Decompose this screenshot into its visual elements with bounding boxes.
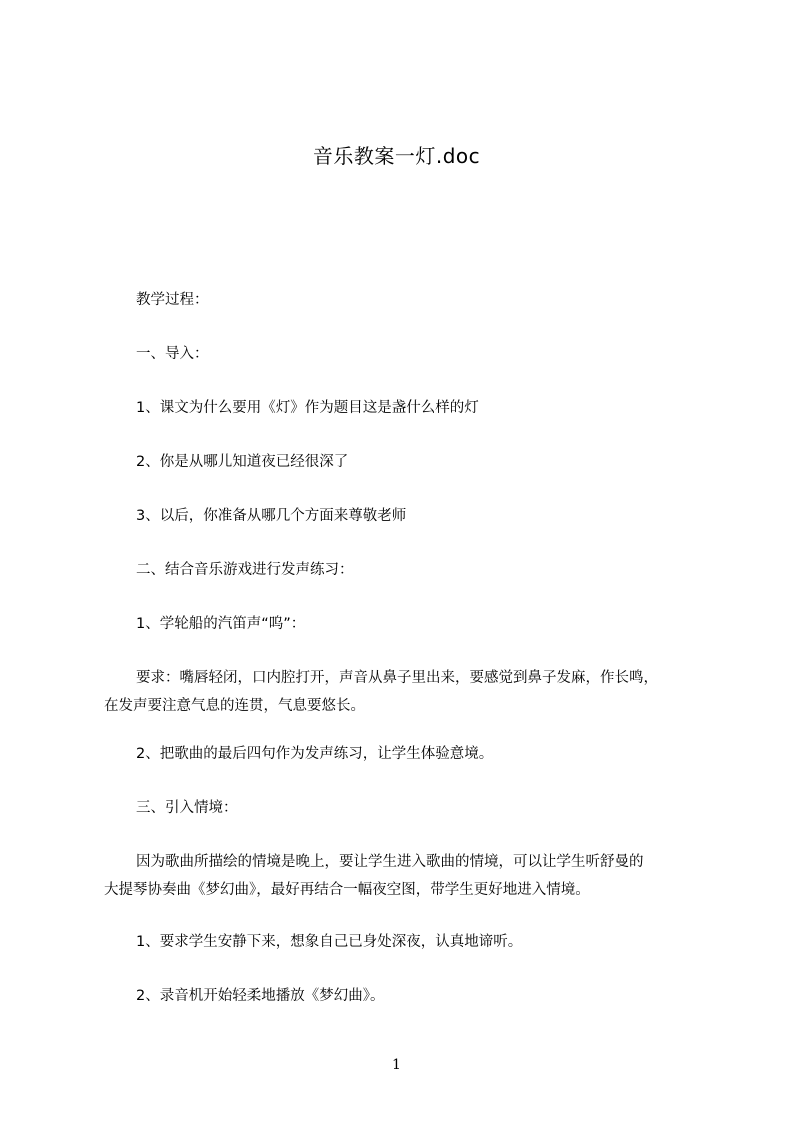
paragraph-line: 1、要求学生安静下来，想象自己已身处深夜，认真地谛听。: [136, 934, 523, 950]
document-title: 音乐教案一灯.doc: [312, 144, 481, 168]
paragraph-step-1: [104, 928, 704, 956]
paragraph-step-2: [104, 982, 704, 1010]
paragraph-line: 教学过程：: [136, 292, 209, 308]
paragraph-line: 3、以后，你准备从哪几个方面来尊敬老师: [136, 508, 407, 524]
page-number: 1: [392, 1057, 401, 1073]
paragraph-section-one: [104, 340, 704, 368]
paragraph-line: 2、你是从哪儿知道夜已经很深了: [136, 454, 349, 470]
paragraph-line: 在发声要注意气息的连贯，气息要悠长。: [104, 698, 365, 714]
paragraph-line: 一、导入：: [136, 346, 209, 362]
paragraph-question-3: [104, 502, 704, 530]
paragraph-line: 要求：嘴唇轻闭，口内腔打开，声音从鼻子里出来，要感觉到鼻子发麻，作长鸣，: [136, 670, 658, 686]
paragraph-section-three: [104, 794, 704, 822]
paragraph-line: 三、引入情境：: [136, 800, 238, 816]
paragraph-requirements: [104, 664, 704, 720]
paragraph-exercise-1: [104, 610, 704, 638]
paragraph-teaching-process: [104, 286, 704, 314]
paragraph-question-2: [104, 448, 704, 476]
paragraph-line: 2、把歌曲的最后四句作为发声练习，让学生体验意境。: [136, 746, 494, 762]
paragraph-line: 因为歌曲所描绘的情境是晚上，要让学生进入歌曲的情境，可以让学生听舒曼的: [136, 854, 644, 870]
paragraph-section-two: [104, 556, 704, 584]
paragraph-line: 大提琴协奏曲《梦幻曲》，最好再结合一幅夜空图，带学生更好地进入情境。: [104, 882, 590, 898]
paragraph-line: 1、学轮船的汽笛声“呜”：: [136, 616, 306, 632]
paragraph-context: [104, 848, 704, 904]
paragraph-line: 2、录音机开始轻柔地播放《梦幻曲》。: [136, 988, 385, 1004]
paragraph-question-1: [104, 394, 704, 422]
paragraph-line: 1、课文为什么要用《灯》作为题目这是盏什么样的灯: [136, 400, 479, 416]
paragraph-exercise-2: [104, 740, 704, 768]
paragraph-line: 二、结合音乐游戏进行发声练习：: [136, 562, 354, 578]
